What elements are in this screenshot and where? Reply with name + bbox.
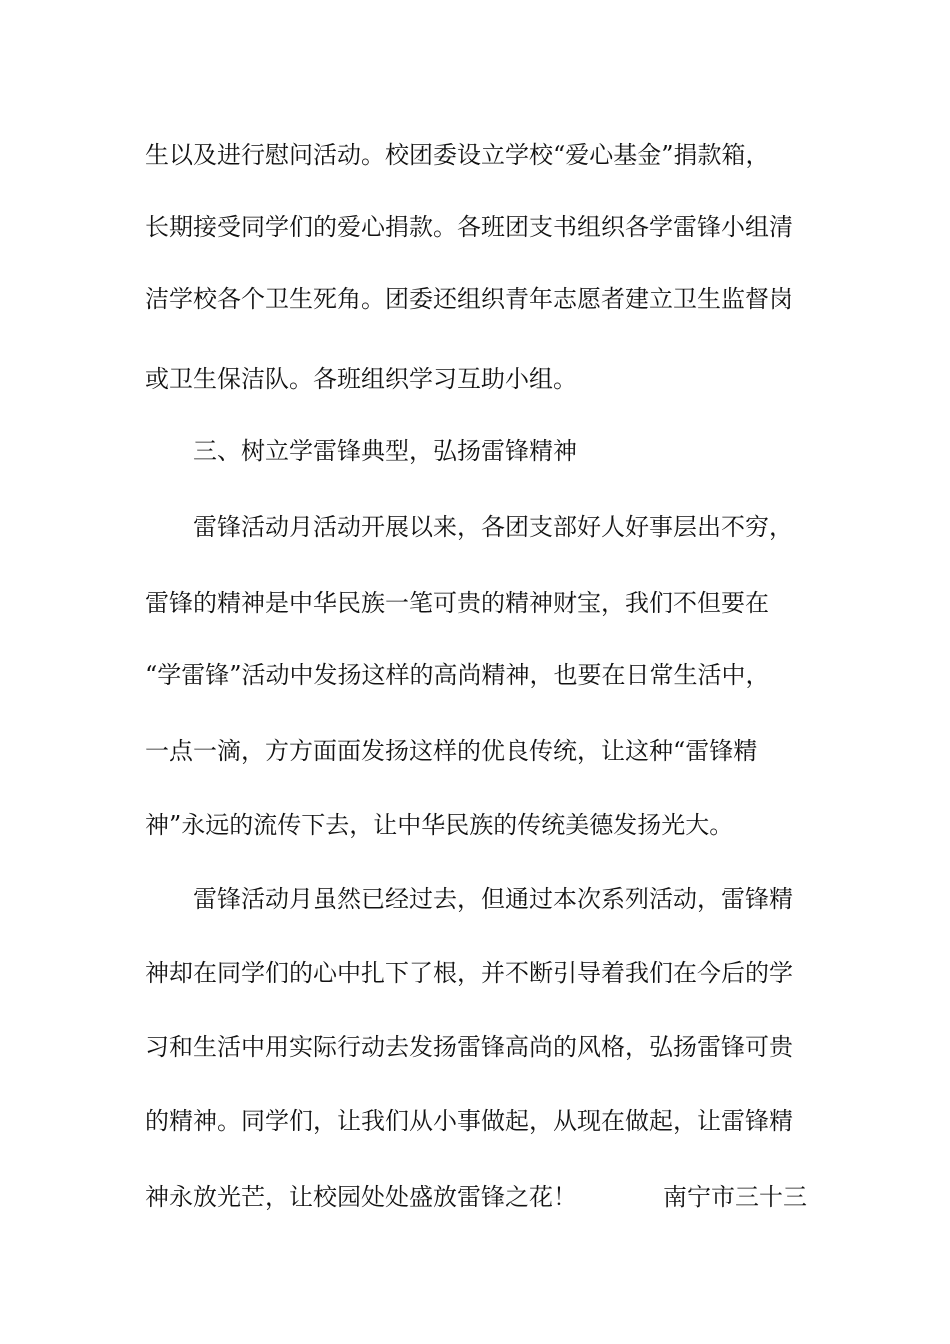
body-line: 一点一滴，方方面面发扬这样的优良传统，让这种“雷锋精: [145, 737, 758, 765]
section-heading: 三、树立学雷锋典型，弘扬雷锋精神: [193, 437, 577, 465]
body-line: “学雷锋”活动中发扬这样的高尚精神，也要在日常生活中，: [145, 661, 770, 689]
body-line: 雷锋活动月虽然已经过去，但通过本次系列活动，雷锋精: [193, 885, 793, 913]
body-line: 雷锋的精神是中华民族一笔可贵的精神财宝，我们不但要在: [145, 589, 769, 617]
body-line: 生以及进行慰问活动。校团委设立学校“爱心基金”捐款箱，: [145, 141, 770, 169]
body-line: 或卫生保洁队。各班组织学习互助小组。: [145, 365, 577, 393]
signature-text: 南宁市三十三: [663, 1183, 807, 1211]
body-line: 长期接受同学们的爱心捐款。各班团支书组织各学雷锋小组清: [145, 213, 793, 241]
body-line: 神永放光芒，让校园处处盛放雷锋之花！: [145, 1183, 577, 1211]
body-line: 的精神。同学们，让我们从小事做起，从现在做起，让雷锋精: [145, 1107, 793, 1135]
body-line: 习和生活中用实际行动去发扬雷锋高尚的风格，弘扬雷锋可贵: [145, 1033, 793, 1061]
body-line: 洁学校各个卫生死角。团委还组织青年志愿者建立卫生监督岗: [145, 285, 793, 313]
body-line: 雷锋活动月活动开展以来，各团支部好人好事层出不穷，: [193, 513, 793, 541]
body-line: 神却在同学们的心中扎下了根，并不断引导着我们在今后的学: [145, 959, 793, 987]
body-line: 神”永远的流传下去，让中华民族的传统美德发扬光大。: [145, 811, 734, 839]
